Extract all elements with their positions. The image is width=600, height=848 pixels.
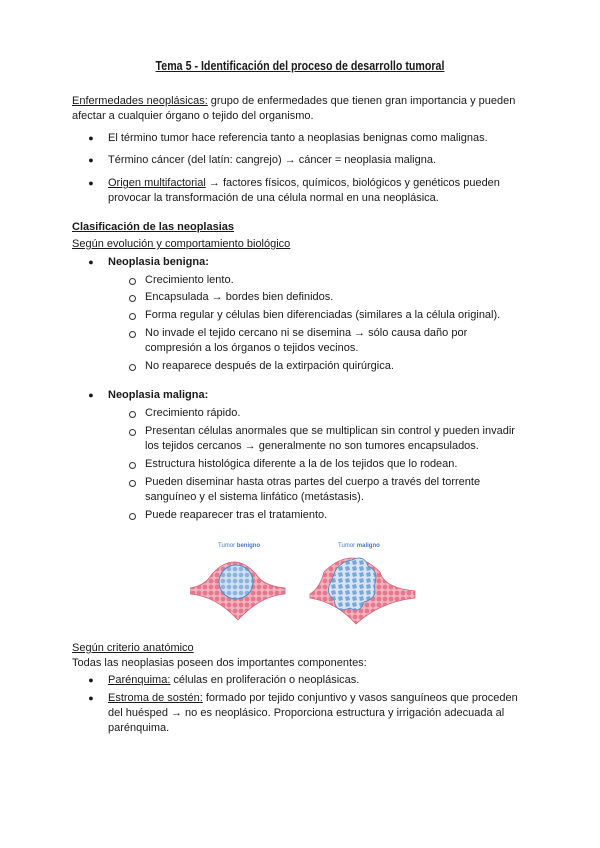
benign-item-4: No invade el tejido cercano ni se disemina → sólo causa daño por: [145, 327, 468, 339]
malignant-label: Neoplasia maligna:: [108, 389, 209, 401]
parenchyma-text: células en proliferación o neoplásicas.: [170, 674, 360, 686]
intro-bullet-2: Término cáncer (del latín: cangrejo) → cáncer = neoplasia maligna.: [108, 154, 437, 166]
bullet-icon: ●: [88, 693, 94, 703]
origin-term: Origen multifactorial: [108, 177, 206, 189]
stroma-line-3: parénquima.: [108, 722, 170, 734]
circle-bullet-icon: [129, 462, 136, 469]
circle-bullet-icon: [129, 295, 136, 302]
tumor-illustration-svg: [190, 536, 420, 628]
bullet-icon: ●: [88, 155, 94, 165]
circle-bullet-icon: [129, 480, 136, 487]
origin-text-1: → factores físicos, químicos, biológicos y genéticos pueden: [205, 177, 500, 189]
circle-bullet-icon: [129, 331, 136, 338]
intro-term: Enfermedades neoplásicas:: [72, 95, 208, 107]
origin-line-1: [108, 176, 500, 191]
page-title: Tema 5 - Identificación del proceso de desarrollo tumoral: [155, 58, 445, 73]
malignant-item-4: Pueden diseminar hasta otras partes del cuerpo a través del torrente: [145, 476, 481, 488]
bullet-icon: ●: [88, 257, 94, 267]
stroma-line-1: [108, 691, 518, 706]
circle-bullet-icon: [129, 278, 136, 285]
benign-item-3: Forma regular y células bien diferenciadas (similares a la célula original).: [145, 309, 501, 321]
tumor-illustration: [190, 536, 420, 628]
circle-bullet-icon: [129, 364, 136, 371]
benign-label: Neoplasia benigna:: [108, 256, 209, 268]
benign-figure-label: Tumor benigno: [218, 543, 261, 549]
classification-subheading: Según evolución y comportamiento biológico: [72, 238, 291, 250]
stroma-line-2: del huésped → no es neoplásico. Proporciona estructura y irrigación adecuada al: [108, 707, 505, 719]
parenchyma-term: Parénquima:: [108, 674, 171, 686]
circle-bullet-icon: [129, 313, 136, 320]
benign-tumor-mass: [219, 565, 253, 599]
anatomic-intro: Todas las neoplasias poseen dos importantes componentes:: [72, 657, 367, 669]
benign-item-5: No reaparece después de la extirpación quirúrgica.: [145, 360, 394, 372]
circle-bullet-icon: [129, 411, 136, 418]
intro-line-1: [72, 94, 515, 109]
malignant-item-5: Puede reaparecer tras el tratamiento.: [145, 509, 328, 521]
classification-heading: Clasificación de las neoplasias: [72, 221, 235, 233]
intro-line-2: afectar a cualquier órgano o tejido del organismo.: [72, 110, 314, 122]
benign-item-1: Crecimiento lento.: [145, 274, 234, 286]
anatomic-subheading: Según criterio anatómico: [72, 642, 194, 654]
circle-bullet-icon: [129, 429, 136, 436]
circle-bullet-icon: [129, 513, 136, 520]
intro-text-1: grupo de enfermedades que tienen gran importancia y pueden: [207, 95, 516, 107]
origin-line-2: provocar la transformación de una célula normal en una neoplásica.: [108, 192, 439, 204]
bullet-icon: ●: [88, 675, 94, 685]
malignant-item-2: Presentan células anormales que se multiplican sin control y pueden invadir: [145, 425, 515, 437]
malignant-item-1: Crecimiento rápido.: [145, 407, 241, 419]
stroma-text-1: formado por tejido conjuntivo y vasos sanguíneos que proceden: [202, 692, 518, 704]
malignant-figure-label: Tumor maligno: [338, 543, 380, 549]
malignant-item-2-cont: los tejidos cercanos → generalmente no son tumores encapsulados.: [145, 440, 479, 452]
stroma-term: Estroma de sostén:: [108, 692, 203, 704]
bullet-icon: ●: [88, 178, 94, 188]
benign-item-2: Encapsulada → bordes bien definidos.: [145, 291, 334, 303]
benign-item-4-cont: compresión a los órganos o tejidos vecinos.: [145, 342, 359, 354]
bullet-icon: ●: [88, 133, 94, 143]
malignant-item-3: Estructura histológica diferente a la de los tejidos que lo rodean.: [145, 458, 458, 470]
malignant-item-4-cont: sanguíneo y el sistema linfático (metástasis).: [145, 491, 364, 503]
parenchyma-line: [108, 673, 359, 688]
intro-bullet-1: El término tumor hace referencia tanto a neoplasias benignas como malignas.: [108, 132, 488, 144]
bullet-icon: ●: [88, 390, 94, 400]
